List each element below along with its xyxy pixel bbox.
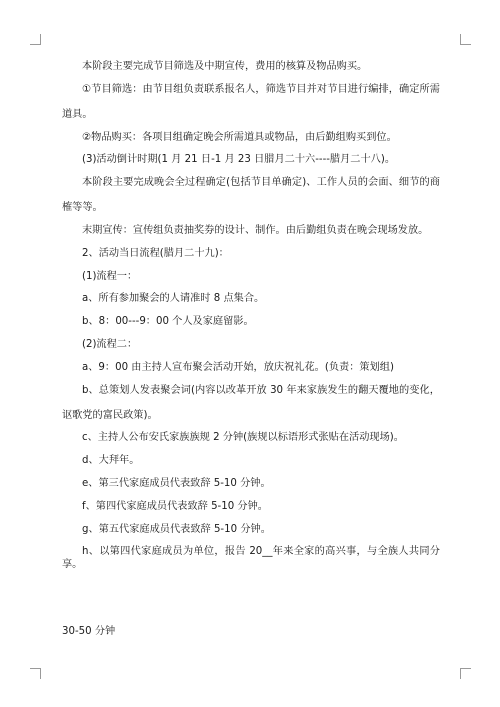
paragraph-p7: 2、活动当日流程(腊月二十九)： <box>82 247 229 259</box>
crop-mark-top-right <box>460 34 471 45</box>
paragraph-p17: f、第四代家庭成员代表致辞 5-10 分钟。 <box>82 500 268 512</box>
crop-mark-top-left <box>30 34 41 45</box>
paragraph-p10: b、8：00---9：00 个人及家庭留影。 <box>82 316 254 328</box>
tail-line: 30-50 分钟 <box>62 626 116 637</box>
paragraph-p18: g、第五代家庭成员代表致辞 5-10 分钟。 <box>82 523 271 535</box>
paragraph-p9: a、所有参加聚会的人请准时 8 点集合。 <box>82 293 265 305</box>
paragraph-p19: h、以第四代家庭成员为单位，报告 20__年来全家的高兴事，与全族人共同分享。 <box>62 546 440 571</box>
paragraph-p15: d、大拜年。 <box>82 455 140 467</box>
paragraph-p1: 本阶段主要完成节目筛选及中期宣传，费用的核算及物品购买。 <box>82 61 368 72</box>
paragraph-p2: ①节目筛选：由节目组负责联系报名人，筛选节目并对节目进行编排，确定所需道具。 <box>62 83 440 120</box>
paragraph-p16: e、第三代家庭成员代表致辞 5-10 分钟。 <box>82 477 271 489</box>
paragraph-p4: (3)活动倒计时期(1 月 21 日-1 月 23 日腊月二十六----腊月二十八)。 <box>82 154 396 166</box>
paragraph-p11: (2)流程二： <box>82 338 138 350</box>
crop-mark-bottom-left <box>30 668 41 679</box>
paragraph-p12: a、9：00 由主持人宣布聚会活动开始，放庆祝礼花。(负责：策划组) <box>82 361 394 373</box>
paragraph-p5: 本阶段主要完成晚会全过程确定(包括节目单确定)、工作人员的会面、细节的商榷等等。 <box>62 177 440 214</box>
paragraph-p13: b、总策划人发表聚会词(内容以改革开放 30 年来家族发生的翻天覆地的变化，讴歌党的富民政策)。 <box>62 384 440 421</box>
crop-mark-bottom-right <box>460 668 471 679</box>
paragraph-p14: c、主持人公布安氏家族族规 2 分钟(族规以标语形式张贴在活动现场)。 <box>82 432 404 444</box>
document-body <box>62 60 440 581</box>
paragraph-p8: (1)流程一： <box>82 270 138 282</box>
paragraph-p6: 末期宣传：宣传组负责抽奖券的设计、制作。由后勤组负责在晚会现场发放。 <box>82 224 429 236</box>
paragraph-p3: ②物品购买：各项目组确定晚会所需道具或物品，由后勤组购买到位。 <box>82 131 397 143</box>
